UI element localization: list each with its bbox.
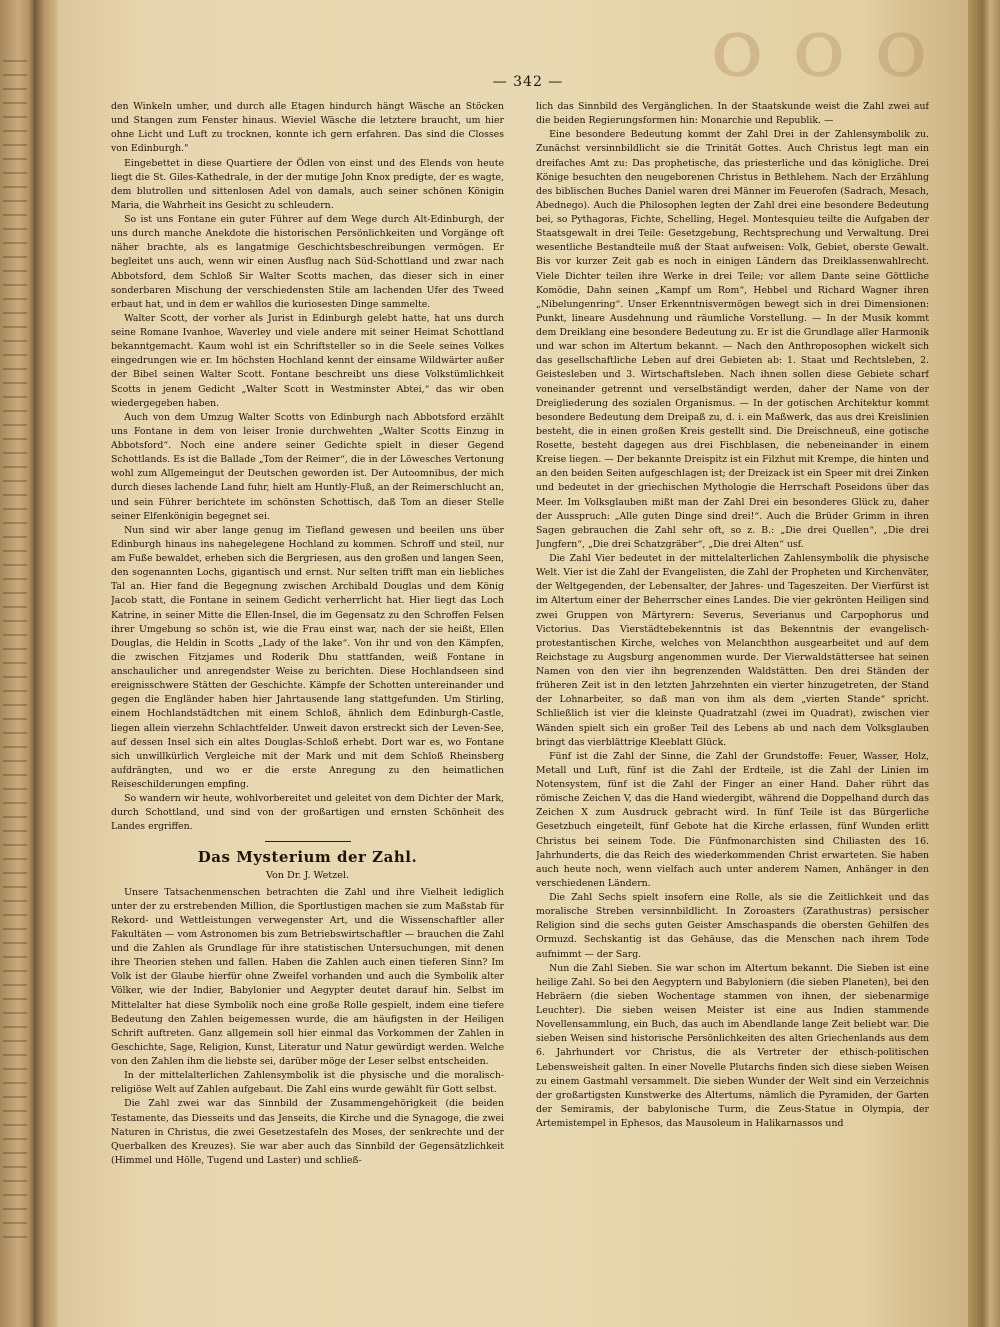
facing-page-edge [0,0,34,1327]
paragraph: Eine besondere Bedeutung kommt der Zahl Drei in der Zahlensymbolik zu. Zunächst versinnbildlicht sie die Trinität Gottes. Auch Christus legt man ein dreifaches Amt zu: Das prophetische, das priesterliche und das königliche. Drei Könige besuchten den neugeborenen Christus in Bethlehem. Nach der Erzählung des biblischen Buches Daniel waren drei Männer im Feuerofen (Sadrach, Mesach, Abednego). Auch die Philosophen legten der Zahl drei eine besondere Bedeutung bei, so Pythagoras, Fichte, Schelling, Hegel. Montesquieu teilte die Aufgaben der Staatsgewalt in drei Teile: Gesetzgebung, Rechtsprechung und Verwaltung. Drei wesentliche Bestandteile muß der Staat aufweisen: Volk, Gebiet, oberste Gewalt. Bis vor kurzer Zeit gab es noch in einigen Ländern das Dreiklassenwahlrecht. Viele Dichter teilen ihre Werke in drei Teile; vor allem Dante seine Göttliche Komödie, Dahn seinen „Kampf um Rom“, Hebbel und Richard Wagner ihren „Nibelungenring“. Unser Erkenntnisvermögen bewegt sich in drei Dimensionen: Punkt, lineare Ausdehnung und räumliche Vorstellung. — In der Musik kommt dem Dreiklang eine besondere Bedeutung zu. Er ist die Grundlage aller Harmonik und war schon im Altertum bekannt. — Nach den Anthroposophen wickelt sich das gesellschaftliche Leben auf drei Gebieten ab: 1. Staat und Rechtsleben, 2. Geistesleben und 3. Wirtschaftsleben. Nach ihnen sollen diese Gebiete scharf voneinander getrennt und verselbständigt werden, daher der Name von der Dreigliederung des sozialen Organismus. — In der gotischen Architektur kommt besondere Bedeutung dem Dreipaß zu, d. i. ein Maßwerk, das aus drei Kreislinien besteht, die in einen großen Kreis gestellt sind. Die Dreischneuß, eine gotische Rosette, besteht dagegen aus drei Fischblasen, die nebeneinander in einem Kreise liegen. — Der bekannte Dreispitz ist ein Filzhut mit Krempe, die hinten und an den beiden Seiten aufgeschlagen ist; der Dreizack ist ein Speer mit drei Zinken und bedeutet in der griechischen Mythologie die Herrschaft Poseidons über das Meer. Im Volksglauben mißt man der Zahl Drei ein besonderes Glück zu, daher der Ausspruch: „Alle guten Dinge sind drei!“. Auch die Brüder Grimm in ihren Sagen gebrauchen die Zahl sehr oft, so z. B.: „Die drei Quellen“, „Die drei Jungfern“, „Die drei Schatzgräber“, „Die drei Alten“ usf. [536,129,929,550]
page-number: — 342 — [492,74,564,90]
paragraph: Auch von dem Umzug Walter Scotts von Edinburgh nach Abbotsford erzählt uns Fontane in dem von leiser Ironie durchwehten „Walter Scotts Einzug in Abbotsford“. Noch eine andere seiner Gedichte spielt in dieser Gegend Schottlands. Es ist die Ballade „Tom der Reimer“, die in der Löwesches Vertonung wohl zum Allgemeingut der Deutschen geworden ist. Der Autoomnibus, der mich durch dieses lachende Land fuhr, hielt am Huntly-Fluß, an der Reimerschlucht an, und sein Führer berichtete im schönsten Schottisch, daß Tom an dieser Stelle seiner Elfenkönigin begegnet sei. [111,411,504,522]
bleed-through-ghost: ｏｏｏ [700,6,946,92]
paragraph: So wandern wir heute, wohlvorbereitet und geleitet von dem Dichter der Mark, durch Schottland, und sind von der großartigen und ernsten Schönheit des Landes ergriffen. [111,793,504,833]
paragraph: Die Zahl Vier bedeutet in der mittelalterlichen Zahlensymbolik die physische Welt. Vier ist die Zahl der Evangelisten, die Zahl der Propheten und Kirchenväter, der Weltgegenden, der Lebensalter, der Jahres- und Tageszeiten. Der Vierfürst ist im Altertum einer der Beherrscher eines Landes. Die vier gekrönten Heiligen sind zwei Gruppen von Märtyrern: Severus, Severianus und Carpophorus und Victorius. Das Vierstädtebekenntnis ist das Bekenntnis der evangelisch-protestantischen Kirche, welches von Melanchthon ausgearbeitet und auf dem Reichstage zu Augsburg angenommen wurde. Der Vierwaldstättersee hat seinen Namen von den vier ihn begrenzenden Waldstätten. Den drei Ständen der früheren Zeit ist in den letzten Jahrzehnten ein vierter hinzugetreten, der Stand der Lohnarbeiter, so daß man von ihm als dem „vierten Stande“ spricht. Schließlich ist vier die kleinste Quadratzahl (zwei im Quadrat), zwischen vier Wänden spielt sich ein großer Teil des Lebens ab und nach dem Volksglauben bringt das vierblättrige Kleeblatt Glück. [536,553,929,748]
text-column-right [536,100,929,1308]
paragraph: Unsere Tatsachenmenschen betrachten die Zahl und ihre Vielheit lediglich unter der zu erstrebenden Million, die Sportlustigen machen sie zum Maßstab für Rekord- und Wettleistungen verwegenster Art, und die Wissenschaftler aller Fakultäten — vom Astronomen bis zum Betriebswirtschaftler — brauchen die Zahl und die Zahlen als Grundlage für ihre statistischen Untersuchungen, mit denen ihre Theorien stehen und fallen. Haben die Zahlen auch einen tieferen Sinn? Im Volk ist der Glaube hierfür ohne Zweifel vorhanden und auch die Symbolik alter Völker, wie der Indier, Babylonier und Aegypter deutet darauf hin. Selbst im Mittelalter hat diese Symbolik noch eine große Rolle gespielt, indem eine tiefere Bedeutung den Zahlen beigemessen wurde, die am häufigsten in der Heiligen Schrift auftreten. Ganz allgemein soll hier einmal das Vorkommen der Zahlen in Geschichte, Sage, Religion, Kunst, Literatur und Natur gewürdigt werden. Welche von den Zahlen ihm die liebste sei, darüber möge der Leser selbst entscheiden. [111,886,504,1067]
paragraph: lich das Sinnbild des Vergänglichen. In der Staatskunde weist die Zahl zwei auf die beiden Regierungsformen hin: Monarchie und Republik. — [536,101,929,127]
paragraph: Nun die Zahl Sieben. Sie war schon im Altertum bekannt. Die Sieben ist eine heilige Zahl. So bei den Aegyptern und Babyloniern (die sieben Planeten), bei den Hebräern (die sieben Wochentage stammen von ihnen, der siebenarmige Leuchter). Die sieben weisen Meister ist eine aus Indien stammende Novellensammlung, ein Buch, das auch im Abendlande lange Zeit beliebt war. Die sieben Weisen sind historische Persönlichkeiten des alten Griechenlands aus dem 6. Jahrhundert vor Christus, die als Vertreter der ethisch-politischen Lebensweisheit galten. In einer Novelle Plutarchs finden sich diese sieben Weisen zu einem Gastmahl versammelt. Die sieben Wunder der Welt sind ein Verzeichnis der großartigsten Kunstwerke des Altertums, nämlich die Pyramiden, der Garten der Semiramis, der babylonische Turm, die Zeus-Statue in Olympia, der Artemistempel in Ephesos, das Mausoleum in Halikarnassos und [536,962,929,1129]
paragraph: den Winkeln umher, und durch alle Etagen hindurch hängt Wäsche an Stöcken und Stangen zum Fenster hinaus. Wieviel Wäsche die letztere braucht, um hier ohne Licht und Luft zu trocknen, konnte ich gern erfahren. Das sind die Closses von Edinburgh." [111,101,504,155]
paragraph: Walter Scott, der vorher als Jurist in Edinburgh gelebt hatte, hat uns durch seine Romane Ivanhoe, Waverley und viele andere mit seiner Heimat Schottland bekanntgemacht. Kaum wohl ist ein Schriftsteller so in die Seele seines Volkes eingedrungen wie er. Im höchsten Hochland kennt der einsame Wildwärter außer der Bibel seinen Walter Scott. Fontane beschreibt uns diese Volkstümlichkeit Scotts in jenem Gedicht „Walter Scott in Westminster Abtei,“ das wir oben wiedergegeben haben. [111,312,504,409]
section-separator [265,841,351,842]
article-title: Das Mysterium der Zahl. [197,847,418,866]
paragraph: Eingebettet in diese Quartiere der Ödlen von einst und des Elends von heute liegt die St. Giles-Kathedrale, in der der mutige John Knox predigte, der es wagte, dem blutrollen und sittenlosen Adel von damals, auch seiner schönen Königin Maria, die Wahrheit ins Gesicht zu schleudern. [111,157,504,211]
paragraph: So ist uns Fontane ein guter Führer auf dem Wege durch Alt-Edinburgh, der uns durch manche Anekdote die historischen Persönlichkeiten und Vorgänge oft näher brachte, als es langatmige Geschichtsbeschreibungen vermögen. Er begleitet uns auch, wenn wir einen Ausflug nach Süd-Schottland und zwar nach Abbotsford, dem Schloß Sir Walter Scotts machen, das dieser sich in einer sonderbaren Mischung der verschiedensten Stile am lachenden Ufer des Tweed erbaut hat, und in dem er wahllos die kuriosesten Dinge sammelte. [111,214,504,310]
paragraph: Die Zahl zwei war das Sinnbild der Zusammengehörigkeit (die beiden Testamente, das Diesseits und das Jenseits, die Kirche und die Synagoge, die zwei Naturen in Christus, die zwei Gesetzestafeln des Moses, der senkrechte und der Querbalken des Kreuzes). Sie war aber auch das Sinnbild der Gegensätzlichkeit (Himmel und Hölle, Tugend und Laster) und schließ- [111,1098,504,1166]
article-byline: Von Dr. J. Wetzel. [265,869,350,881]
paragraph: Fünf ist die Zahl der Sinne, die Zahl der Grundstoffe: Feuer, Wasser, Holz, Metall und Luft, fünf ist die Zahl der Erdteile, ist die Zahl der Linien im Notensystem, fünf ist die Zahl der Finger an einer Hand. Daher rührt das römische Zeichen V, das die Hand wiedergibt, während die Doppelhand durch das Zeichen X zum Ausdruck gebracht wird. In fünf Teile ist das Bürgerliche Gesetzbuch eingeteilt, fünf Gebote hat die Kirche erlassen, fünf Wunden erlitt Christus bei seinem Tode. Die Fünfmonarchisten sind Chiliasten des 16. Jahrhunderts, die das Reich des wiederkommenden Christ erwarteten. Sie haben auch heute noch, wenn vielfach auch unter anderem Namen, Anhänger in den verschiedenen Ländern. [536,750,929,889]
book-gutter [34,0,60,1327]
text-column-left [111,100,504,1308]
paragraph: In der mittelalterlichen Zahlensymbolik ist die physische und die moralisch-religiöse Welt auf Zahlen aufgebaut. Die Zahl eins wurde gewählt für Gott selbst. [111,1070,504,1096]
paragraph: Nun sind wir aber lange genug im Tiefland gewesen und beeilen uns über Edinburgh hinaus ins nahegelegene Hochland zu kommen. Schroff und steil, nur am Fuße bewaldet, erheben sich die Bergriesen, aus den großen und langen Seen, den sogenannten Lochs, gigantisch und ernst. Nur selten trifft man ein liebliches Tal an. Hier fand die Begegnung zwischen Archibald Douglas und dem König Jacob statt, die Fontane in seinem Gedicht verherrlicht hat. Hier liegt das Loch Katrine, in seiner Mitte die Ellen-Insel, die im Gegensatz zu den Schroffen Felsen ihrer Umgebung so schön ist, wie die Frau einst war, nach der sie heißt, Ellen Douglas, die Heldin in Scotts „Lady of the lake“. Von ihr und von den Kämpfen, die zwischen Fitzjames und Roderik Dhu stattfanden, weiß Fontane in anschaulicher und anregendster Weise zu berichten. Diese Hochlandseen sind ereignisschwere Stätten der Geschichte. Kämpfe der Schotten untereinander und gegen die Engländer haben hier Jahrtausende lang stattgefunden. Um Stirling, einem Hochlandstädtchen mit einem Schloß, ähnlich dem Edinburgh-Castle, liegen allein vierzehn Schlachtfelder. Unweit davon erstreckt sich der Leven-See, auf dessen Insel sich ein altes Douglas-Schloß erhebt. Dort war es, wo Fontane sich unwillkürlich Vergleiche mit der Mark und mit dem Schloß Rheinsberg aufdrängten, und wo er die erste Anregung zu den heimatlichen Reiseschilderungen empfing. [111,524,504,790]
page-right-edge [968,0,1000,1327]
paragraph: Die Zahl Sechs spielt insofern eine Rolle, als sie die Zeitlichkeit und das moralische Streben versinnbildlicht. In Zoroasters (Zarathustras) persischer Religion sind die sechs guten Geister Amschaspands die obersten Gehilfen des Ormuzd. Sechskantig ist das Gehäuse, das die Menschen nach ihrem Tode aufnimmt — der Sarg. [536,892,929,960]
